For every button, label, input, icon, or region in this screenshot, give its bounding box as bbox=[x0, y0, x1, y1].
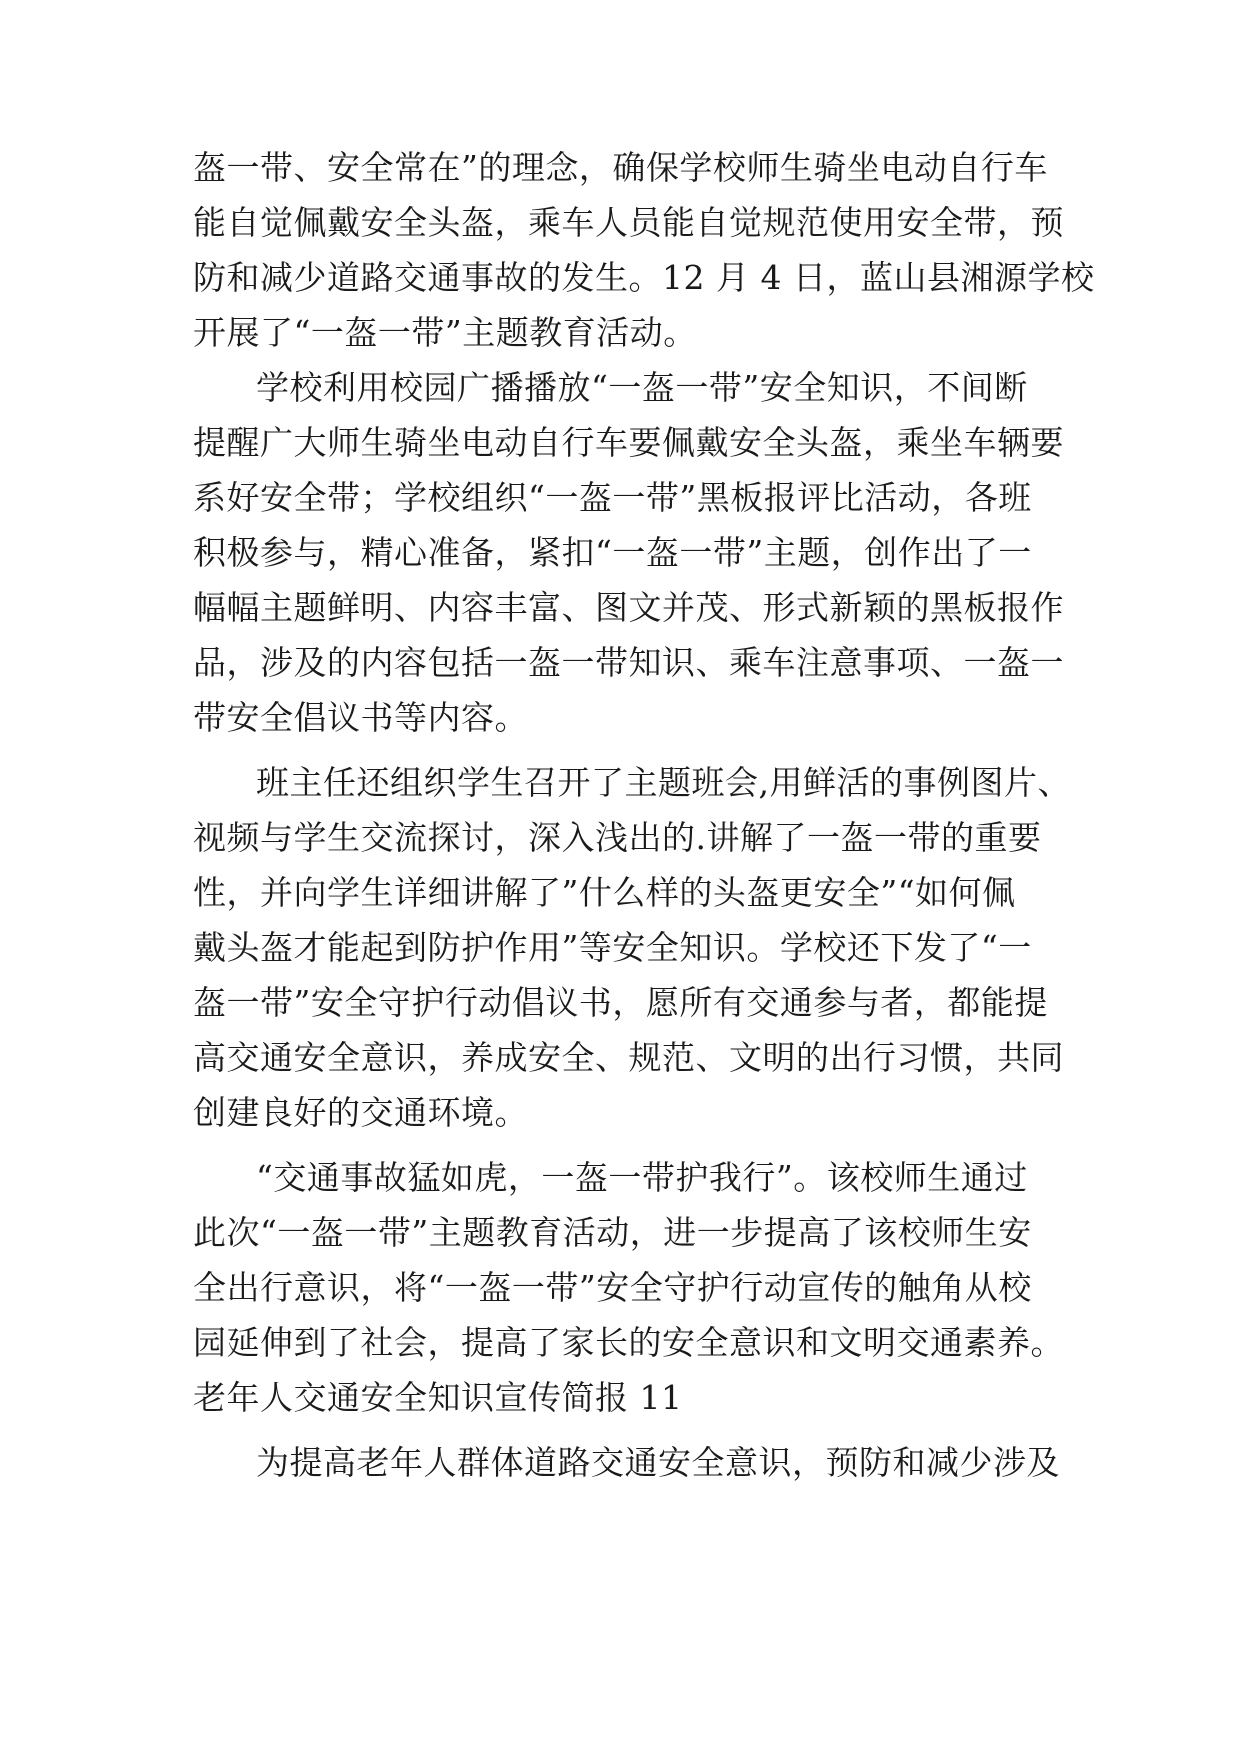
paragraph-line: 能自觉佩戴安全头盔，乘车人员能自觉规范使用安全带，预 bbox=[193, 203, 1064, 242]
paragraph-line: 园延伸到了社会，提高了家长的安全意识和文明交通素养。 bbox=[193, 1323, 1064, 1362]
paragraph-line: 幅幅主题鲜明、内容丰富、图文并茂、形式新颖的黑板报作 bbox=[193, 588, 1064, 627]
paragraph-line: 品，涉及的内容包括一盔一带知识、乘车注意事项、一盔一 bbox=[193, 643, 1064, 682]
paragraph-line: 创建良好的交通环境。 bbox=[193, 1093, 528, 1132]
paragraph-line: 高交通安全意识，养成安全、规范、文明的出行习惯，共同 bbox=[193, 1038, 1064, 1077]
paragraph-line: 性，并向学生详细讲解了”什么样的头盔更安全”“如何佩 bbox=[193, 873, 1016, 912]
paragraph-line: 提醒广大师生骑坐电动自行车要佩戴安全头盔，乘坐车辆要 bbox=[193, 423, 1064, 462]
paragraph-first-line: 班主任还组织学生召开了主题班会,用鲜活的事例图片、 bbox=[256, 763, 1071, 802]
paragraph-line: 积极参与，精心准备，紧扣“一盔一带”主题，创作出了一 bbox=[193, 533, 1032, 572]
paragraph-line: 戴头盔才能起到防护作用”等安全知识。学校还下发了“一 bbox=[193, 928, 1032, 967]
paragraph-line: 此次“一盔一带”主题教育活动，进一步提高了该校师生安 bbox=[193, 1213, 1032, 1252]
paragraph-line: 带安全倡议书等内容。 bbox=[193, 698, 528, 737]
paragraph-line: 盔一带”安全守护行动倡议书，愿所有交通参与者，都能提 bbox=[193, 983, 1048, 1022]
paragraph-line: 防和减少道路交通事故的发生。12 月 4 日，蓝山县湘源学校 bbox=[193, 258, 1095, 297]
paragraph-line: 盔一带、安全常在”的理念，确保学校师生骑坐电动自行车 bbox=[193, 148, 1048, 187]
paragraph-first-line: “交通事故猛如虎，一盔一带护我行”。该校师生通过 bbox=[256, 1158, 1028, 1197]
paragraph-line: 全出行意识，将“一盔一带”安全守护行动宣传的触角从校 bbox=[193, 1268, 1032, 1307]
paragraph-first-line: 为提高老年人群体道路交通安全意识，预防和减少涉及 bbox=[256, 1443, 1060, 1482]
paragraph-line: 开展了“一盔一带”主题教育活动。 bbox=[193, 313, 697, 352]
paragraph-line: 视频与学生交流探讨，深入浅出的.讲解了一盔一带的重要 bbox=[193, 818, 1042, 857]
paragraph-line: 系好安全带；学校组织“一盔一带”黑板报评比活动，各班 bbox=[193, 478, 1032, 517]
section-title: 老年人交通安全知识宣传简报 11 bbox=[193, 1378, 683, 1417]
paragraph-first-line: 学校利用校园广播播放“一盔一带”安全知识，不间断 bbox=[256, 368, 1028, 407]
